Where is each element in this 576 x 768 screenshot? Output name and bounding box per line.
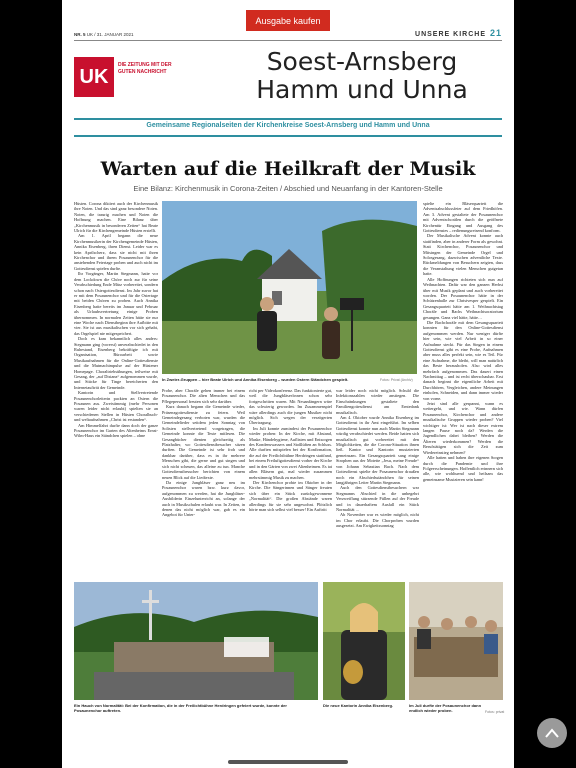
article-paragraph: Auch den Gottesdienstbesuchern war Stegmanns Abschied in die unbegehrt Verzweiflung stürzende Füllen auf der Freude und in dauerhaftem Ausfall ein Stück Normalität ... xyxy=(336,485,419,512)
article-paragraph: Jetzt sind alle gespannt, wann es weitergeht, und wie. Wann dürfen Posaunenchor, Kirchenchor und andere musikalische Gruppen wieder proben? Viel wichtiger ist: Wer ist nach dieser extrem langen Pause noch da? Werden die Jugendlichen dabei bleiben? Werden die Älteren wiederkommen? Werden die Berufstätigen sich die Zeit zum Wiedereinstieg nehmen? xyxy=(423,401,503,455)
uk-logo: UK xyxy=(74,57,114,97)
photo-posaunenchor-rehearsal xyxy=(409,582,503,700)
home-indicator[interactable] xyxy=(228,760,348,764)
article-paragraph: Kantorin und Stellvertretende Posaunenchorleiterin packten an Ostern die Posaunen aus. Zweistimmig (mehr Personen waren leider nicht erlaubt) spielten sie an verschiedenen Stellen in Hüsten Choralbuch- und weltaufnahmen „Christ ist erstanden“. xyxy=(74,390,158,423)
article-column-2 xyxy=(162,388,245,579)
article-paragraph: Doch es kam bekanntlich alles anders: Stegmann ging (vorerst) unverabschiedet in den Ruhestand, Eisenberg bekräftigte ich mit Organisation, Büroarbeit sowie Musikaufnahmen für die Online-Gottesdienste und die Mutmachimpulse auf der Hüstener Homepage. Choraltriebsübungen, teilweise mit Gesang, der „auf Distanz“ aufgenommen wurde, und Stücke für Tinge bereicherten den Internetauftritt der Gemeinde. xyxy=(74,336,158,390)
article-paragraph: spielte ein Bläserquartett die Adventsabschlussfeier auf dem Friedhöfen. Am 3. Advent gestaltete der Posaunenchor mit Adventschorälen durch die geöffnete Kirchentür Eingang und Ausgang des Gottesdienstes – redienungsreisend konform. xyxy=(423,201,503,234)
article-paragraph: Der Kirchenchor probte im Oktober in der Kirche. Die Sängerinnen und Sänger freuten sich über ein Stück zurückgewonnene „Normalität“. Die großen Abstände waren allerdings für sie sehr ungewohnt. Plötzlich hörte man sich selbst viel besser! Ein Auftritt xyxy=(249,479,332,512)
photo-confirmation-freilichtbuehne xyxy=(74,582,318,700)
article-headline: Warten auf die Heilkraft der Musik xyxy=(100,158,476,180)
article-column-1 xyxy=(74,201,158,579)
bottom-caption-1: Ein Hauch von Normalität: Bei der Konfirmation, die in der Freilichtbühne Herdringen gefeiert wurde, konnte der Posaunenchor auftreten. xyxy=(74,703,287,713)
article-paragraph: war leider noch nicht möglich. Schuld die Infektionszahlen wieder anstiegen. Die Einschränkungen gestaltete den Familiengottesdienst am Erntedank musikalisch. xyxy=(336,388,419,415)
divider xyxy=(74,118,502,120)
divider xyxy=(74,135,502,137)
bottom-photo-credit: Fotos: privat xyxy=(485,710,505,714)
logo-tagline: DIE ZEITUNG MIT DER GUTEN NACHRICHT xyxy=(118,62,172,75)
chevron-up-icon xyxy=(545,728,559,738)
article-deck: Eine Bilanz: Kirchenmusik in Corona-Zeiten / Abschied und Neuanfang in der Kantoren-Stelle xyxy=(133,184,443,193)
article-paragraph: Ab November war es wieder möglich, nicht im Chor erlaubt. Die Chorproben wurden ausgesetzt. Am Ewigkeitssonntag xyxy=(336,512,419,529)
photo-credit: Fotos: Privat (Archiv) xyxy=(380,378,413,382)
main-photo-two-trumpeters xyxy=(162,201,417,374)
bottom-caption-3: Im Juli durfte der Posaunenchor dann endlich wieder proben. xyxy=(409,703,482,713)
article-column-5 xyxy=(423,201,503,579)
article-paragraph: Der Musikalische Advent konnte auch stattfinden, aber in anderer Form als gewohnt. Statt Kirchenchor, Posaunenchor und Mitsingen der Gemeinde Orgel und Solosgesang, dazwischen adventliche Texte. Rückmeldungen von Besuchern zeigten, dass die Veranstaltung vielen Menschen gutgetan hatte. xyxy=(423,233,503,277)
article-paragraph: Ihr Vorgänger, Martin Stegmann, hatte vor dem Lockdown die Chöre noch zur für seine Verabschiedung Ende März vorbereitet, sondern schon nach Ostergottesdienst. Im Jahr zuvor hat er mit dem Posaunenchor und für die Ostertage mit beiden Chören zu proben. Auch Annika Eisenberg hatte bereits im Januar und Februar als Urlaubsvertretung einige Proben übernommen. In normalen Zeiten hätte sie nur eine Woche nach Dienstbeginn ihre Aufbitte mit vier. Sie ist aus musikalischen vor sich gehabt, das Orgelspiel nie mitgespeichert. xyxy=(74,271,158,336)
article-paragraph: Alle Hoffnungen richteten sich nun auf Weihnachten. Dafür war den ganzen Herbst über mit Musik geplant und auch vorbereitet worden. Der Posaunenchor hätte in der Schützenhalle zur Christvesper gespielt. Ein Gesangsquartett hätte am 1. Weihnachtstag Choräle und Bachs Weihnachtsoratorium gesungen. Ganz viel hätte, hätte… xyxy=(423,276,503,320)
divider xyxy=(74,40,502,41)
buy-issue-button[interactable]: Ausgabe kaufen xyxy=(246,10,330,31)
article-paragraph: Alle hatten und haben ihre eigenen Sorgen durch die Pandemie und ihre Folgeerscheinungen. Hoffentlich erinnern sich alle, wie wohltuend und heilsam das gemeinsame Musizieren sein kann! xyxy=(423,455,503,482)
photo-kantorin-with-trumpet xyxy=(323,582,405,700)
regional-subtitle: Gemeinsame Regionalseiten der Kirchenkreise Soest-Arnsberg und Hamm und Unna xyxy=(146,122,430,129)
article-paragraph: Hüsten. Corona diktiert auch der Kirchenmusik ihre Noten. Und das sind ganz besondere Noten. Noten, die traurig machen und Noten die Hoffnung machen. Eine Bilanz über „Kirchenmusik in besonderen Zeiten“ hat Beate Ulrich für die Kirchengemeinde Hüsten erstellt. xyxy=(74,201,158,234)
issue-meta: NR. 5 UK / 31. JANUAR 2021 xyxy=(74,32,134,37)
section-header: UNSERE KIRCHE 21 xyxy=(415,28,502,38)
article-paragraph: Am Himmelfahrt durfte dann doch der ganze Posaunenchor im Garten des Altenheims Ernst-Wilm-Haus ein Ständchen spielen – ohne xyxy=(74,422,158,439)
article-column-4 xyxy=(336,388,419,579)
newspaper-page xyxy=(62,0,514,768)
scroll-to-top-button[interactable] xyxy=(537,718,567,748)
article-paragraph: Kurz danach begann die Gemeinde wieder, Präsenzgottesdienste zu feiern. Weil Gemeindegesang verboten war, wurden die Gemeindelieder seitdem jeden Sonntag von Solisten stellvertretend vorgetragen, die Gemeinde konnte die Texte mitlesen. Die Gesangbücher dienten gleichzeitig als Platzhalter, wo Gottesdienstbesucher sitzen durften. Die Gemeinde ist sehr froh und dankbar darüber, dass es in ihr mehrere Menschen gibt, die gerne und gut singen und sich nicht scheuen, das alleine zu tun. Manche Gottesdienstbesucher berichten von einem neuen Blick auf die Liedtexte. xyxy=(162,404,245,480)
masthead xyxy=(212,48,512,104)
article-column-3 xyxy=(249,388,332,579)
article-paragraph: richt per Videokonferenz. Das funktionierte gut, weil die Jungbläser/innen schon sehr fortgeschritten waren. Mit Neuanfängern wäre das schwierig geworden. Im Zusammenspiel wäre allerdings auch die jungen Musiker nicht möglich. Sich wegen der verzögerten Übertragung. xyxy=(249,388,332,426)
main-photo-caption: In Zweier-Gruppen – hier Beate Ulrich und Annika Eisenberg – wurden Ostern Ständchen gespielt. xyxy=(162,377,349,382)
page-number: 21 xyxy=(489,28,502,38)
article-paragraph: Am 1. April begann die neue Kirchenmusikerin der Kirchengemeinde Hüsten, Annika Eisenberg, ihren Dienst. Leider war es kein Aprilscherz, dass sie nicht mit ihren Kirchenchor und ihrem Posaunenchor für die anstehenden Feiertage proben und auch nicht im Gottesdienst spielen durfte. xyxy=(74,233,158,271)
bottom-caption-2: Die neue Kantorin Annika Eisenberg. xyxy=(323,703,394,708)
article-paragraph: Da einige Jungbläser ganz neu im Posaunenchor waren bzw. kurz davor, aufgenommen zu werden, hat die Jungbläser-Ausbilderin Einzelunterricht an, solange der auch in Musikschulen erlaubt war. In Zeiten, in denen das nicht möglich war, gab es ein Angebot für Unter- xyxy=(162,479,245,518)
article-paragraph: Probe, aber Choräle gehen immer bei einem Posaunenchor. Die alten Menschen und das Pflegepersonal freuten sich sehr darüber. xyxy=(162,388,245,404)
masthead-line-1: Soest-Arnsberg xyxy=(266,47,458,76)
article-paragraph: Am 4. Oktober wurde Annika Eisenberg im Gottesdienst in ihr Amt eingeführt. Im selben Gottesdienst konnte nun auch Martin Stegmann würdig verabschiedet werden. Beide hatten sich musikalisch gut vorbereitet mit den Möglichkeiten, die die Corona-Situation ihnen ließ. Kantor und Kantorin musizierten gemeinsam. Ein Gesangsquartett sang einige Strophen aus der Motette „Jesu, meine Freude“ von Johann Sebastian Bach. Nach dem Gottesdienst spielte der Posaunenchor draußen noch ein Abschiedsständchen für seinen langjährigen Leiter Martin Stegmann. xyxy=(336,415,419,485)
article-paragraph: Die Bachchoräle mit dem Gesangsquartett konnten für den Online-Gottesdienst aufgenommen werden. Nur weniger dürfte hier sein, wie viel Arbeit in so einer Aufnahme steckt. Für das Singen in einem Gottesdienst gibt es eine Probe, Aufnahmen aber muss alles perfekt sein, wie es Teil. Für eine Aufnahme, die bleibt, will man natürlich das Beste herausholen. Also wird alles mehrfach aufgenommen. Das dauert einen Nachmittag – und ist recht überschaubar. Erst danach beginnt die eigentliche Arbeit mit Durchhören, Vergleichen, andere Meinungen einholen, Schneiden, und dann immer wieder von vorne. xyxy=(423,319,503,401)
masthead-line-2: Hamm und Unna xyxy=(256,75,468,104)
article-paragraph: Im Juli konnte zumindest der Posaunenchor wieder proben: In der Kirche, mit Abstand, Maske, Händehygiene, Auflisten und Entsorgen des Kondenswassers und Stoßlüften an Schluss. Alle durften mitspielen bei der Konfirmation, die auf der Freilichtbühne Herdringen stattfand, bei einem Freiluftgottesdienst vorher der Kirche und in den Gärten von zwei Altenheimen. Es tat allen Bläsern gut, mal wieder zusammen mehrstimmig Musik zu machen. xyxy=(249,425,332,480)
